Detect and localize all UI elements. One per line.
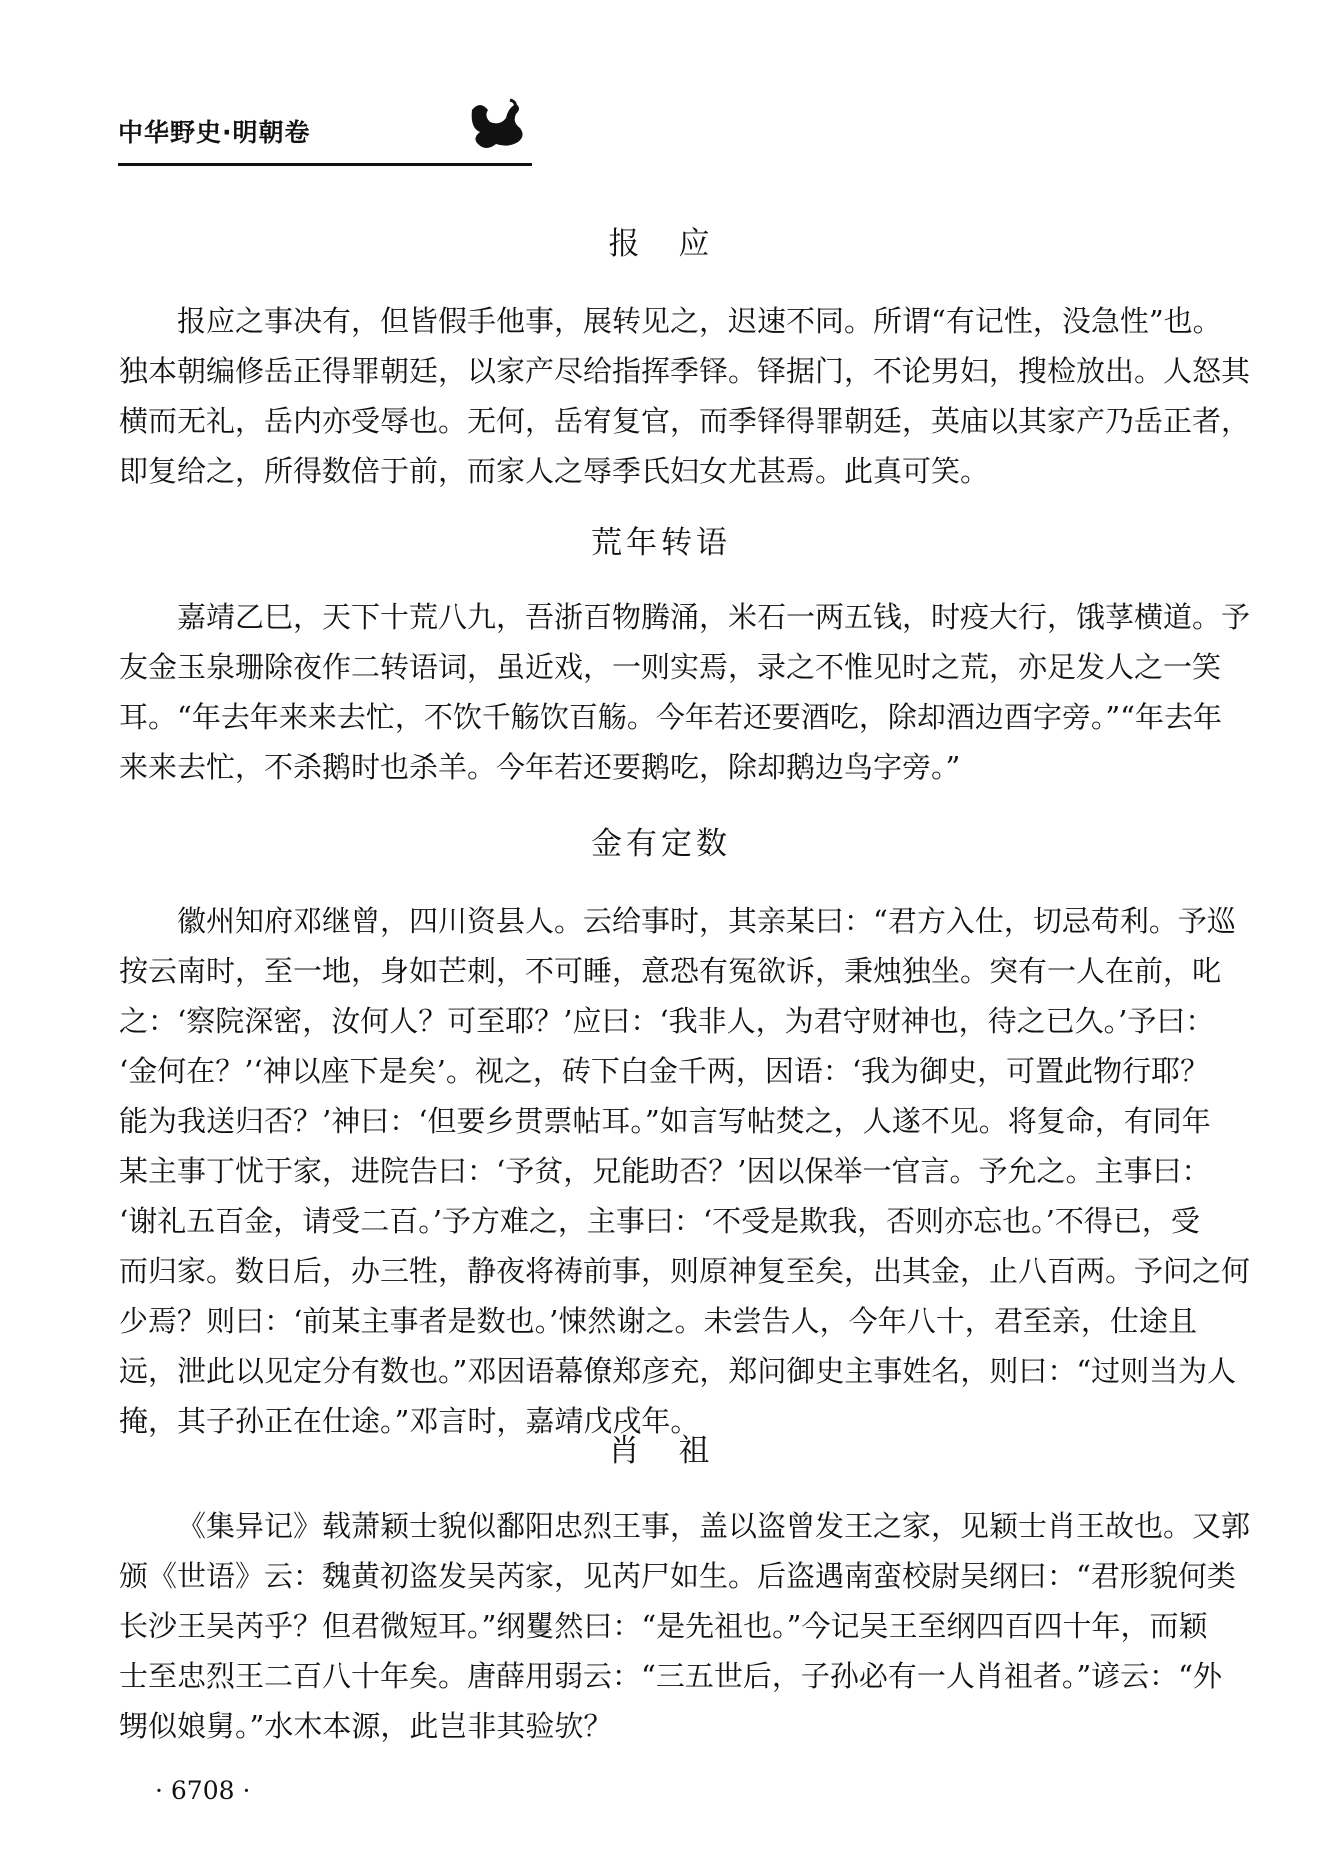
section-title: 报 应: [608, 226, 714, 262]
section-body: [119, 896, 1251, 1446]
section-title: 金有定数: [591, 826, 731, 862]
text-line: 能为我送归否？’神曰：‘但要乡贯票帖耳。”如言写帖焚之，人遂不见。将复命，有同年: [119, 1104, 1211, 1138]
text-line: 报应之事决有，但皆假手他事，展转见之，迟速不同。所谓“有记性，没急性”也。: [177, 304, 1222, 338]
text-line: 而归家。数日后，办三牲，静夜将祷前事，则原神复至矣，出其金，止八百两。予问之何: [119, 1254, 1251, 1288]
text-line: 徽州知府邓继曾，四川资县人。云给事时，其亲某曰：“君方入仕，切忌苟利。予巡: [177, 904, 1236, 938]
text-line: 甥似娘舅。”水木本源，此岂非其验欤？: [119, 1709, 613, 1743]
text-line: ‘金何在？’‘神以座下是矣’。视之，砖下白金千两，因语：‘我为御史，可置此物行耶？: [119, 1054, 1210, 1088]
text-line: 来来去忙，不杀鹅时也杀羊。今年若还要鹅吃，除却鹅边鸟字旁。”: [119, 750, 961, 784]
section-body: [119, 296, 1251, 496]
text-line: 友金玉泉珊除夜作二转语词，虽近戏，一则实焉，录之不惟见时之荒，亦足发人之一笑: [119, 650, 1222, 684]
dragon-logo-icon: [462, 98, 532, 158]
text-line: 耳。“年去年来来去忙，不饮千觞饮百觞。今年若还要酒吃，除却酒边酉字旁。”“年去年: [119, 700, 1222, 734]
section-title: 荒年转语: [591, 525, 731, 561]
text-line: 嘉靖乙巳，天下十荒八九，吾浙百物腾涌，米石一两五钱，时疫大行，饿莩横道。予: [177, 600, 1251, 634]
text-line: 士至忠烈王二百八十年矣。唐薛用弱云：“三五世后，子孙必有一人肖祖者。”谚云：“外: [119, 1659, 1222, 1693]
text-line: 之：‘察院深密，汝何人？可至耶？’应曰：‘我非人，为君守财神也，待之已久。’予曰：: [119, 1004, 1215, 1038]
running-header-title: 中华野史·明朝卷: [118, 118, 311, 147]
text-line: 远，泄此以见定分有数也。”邓因语幕僚郑彦充，郑问御史主事姓名，则曰：“过则当为人: [119, 1354, 1237, 1388]
section-body: [119, 1501, 1251, 1751]
text-line: ‘谢礼五百金，请受二百。’予方难之，主事曰：‘不受是欺我，否则亦忘也。’不得已，受: [119, 1204, 1200, 1238]
text-line: 横而无礼，岳内亦受辱也。无何，岳宥复官，而季铎得罪朝廷，英庙以其家产乃岳正者，: [119, 404, 1251, 438]
text-line: 《集异记》载萧颖士貌似鄱阳忠烈王事，盖以盗曾发王之家，见颖士肖王故也。又郭: [177, 1509, 1251, 1543]
text-line: 长沙王吴芮乎？但君微短耳。”纲矍然曰：“是先祖也。”今记吴王至纲四百四十年，而颖: [119, 1609, 1208, 1643]
header-rule: [118, 163, 532, 166]
text-line: 颁《世语》云：魏黄初盗发吴芮家，见芮尸如生。后盗遇南蛮校尉吴纲曰：“君形貌何类: [119, 1559, 1236, 1593]
text-line: 独本朝编修岳正得罪朝廷，以家产尽给指挥季铎。铎据门，不论男妇，搜检放出。人怒其: [119, 354, 1251, 388]
section-title: 肖 祖: [608, 1433, 714, 1469]
page-number: · 6708 ·: [155, 1776, 251, 1805]
text-line: 掩，其子孙正在仕途。”邓言时，嘉靖戊戌年。: [119, 1404, 700, 1438]
text-line: 少焉？则曰：‘前某主事者是数也。’悚然谢之。未尝告人，今年八十，君至亲，仕途且: [119, 1304, 1197, 1338]
section-body: [119, 592, 1251, 792]
text-line: 某主事丁忧于家，进院告曰：‘予贫，兄能助否？’因以保举一官言。予允之。主事曰：: [119, 1154, 1211, 1188]
text-line: 按云南时，至一地，身如芒刺，不可睡，意恐有冤欲诉，秉烛独坐。突有一人在前，叱: [119, 954, 1222, 988]
text-line: 即复给之，所得数倍于前，而家人之辱季氏妇女尤甚焉。此真可笑。: [119, 454, 990, 488]
